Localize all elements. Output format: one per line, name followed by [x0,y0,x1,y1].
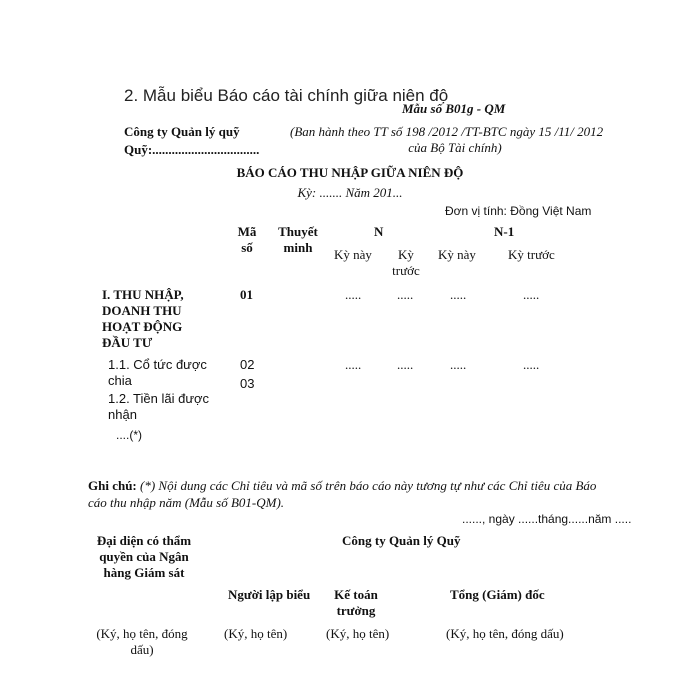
row-code: 03 [240,376,255,391]
row-value: ..... [345,357,362,372]
row-label: 1.1. Cổ tức được chia [108,357,207,388]
row-label: I. THU NHẬP, DOANH THU HOẠT ĐỘNG ĐẦU TƯ [102,287,184,350]
row-value: ..... [450,287,467,302]
row-value: ..... [523,357,540,372]
row-code: 02 [240,357,255,372]
report-title: BÁO CÁO THU NHẬP GIỮA NIÊN ĐỘ [236,165,464,180]
row-label: ....(*) [116,428,142,442]
date-line: ......, ngày ......tháng......năm ..... [462,512,632,526]
signature-director-instruction: (Ký, họ tên, đóng dấu) [446,626,564,641]
footnote [88,477,618,511]
issued-by-line2: của Bộ Tài chính) [408,140,502,155]
signature-preparer-instruction: (Ký, họ tên) [224,626,288,641]
issued-by-line1: (Ban hành theo TT số 198 /2012 /TT-BTC ngày 15 /11/ 2012 [290,124,604,139]
row-value: ..... [397,357,414,372]
signature-bank-instruction: (Ký, họ tên, đóng dấu) [96,626,188,657]
currency-unit: Đơn vị tính: Đồng Việt Nam [445,204,592,218]
row-value: ..... [397,287,414,302]
col-header-n-prev-period: Kỳ trước [392,247,420,278]
footnote-label: Ghi chú: [88,478,137,493]
col-header-n1-this-period: Kỳ này [438,247,476,262]
signature-accountant-instruction: (Ký, họ tên) [326,626,390,641]
form-code: Mẫu số B01g - QM [402,101,506,116]
row-value: ..... [523,287,540,302]
row-code: 01 [240,287,253,302]
company-label: Công ty Quản lý quỹ [124,124,240,139]
section-heading: 2. Mẫu biểu Báo cáo tài chính giữa niên độ [124,86,449,105]
footnote-text: (*) Nội dung các Chỉ tiêu và mã số trên báo cáo này tương tự như các Chỉ tiêu của Báo cáo thu nhập năm (Mẫu số B01-QM). [88,478,597,510]
col-header-n: N [374,224,384,239]
report-period: Kỳ: ....... Năm 201... [297,185,403,200]
signature-company: Công ty Quản lý Quỹ [342,533,461,548]
signature-preparer: Người lập biểu [228,587,311,602]
signature-bank-rep: Đại diện có thẩm quyền của Ngân hàng Giám sát [96,533,192,580]
col-header-code: Mã số [237,224,257,255]
col-header-n1-prev-period: Kỳ trước [508,247,555,262]
row-label: 1.2. Tiền lãi được nhận [108,391,210,422]
row-value: ..... [450,357,467,372]
row-value: ..... [345,287,362,302]
fund-label: Quỹ:................................. [124,142,260,157]
col-header-n-this-period: Kỳ này [334,247,372,262]
col-header-n1: N-1 [494,224,515,239]
signature-director: Tổng (Giám) đốc [450,587,545,602]
signature-accountant: Kế toán trưởng [334,587,378,618]
col-header-note: Thuyết minh [278,224,318,255]
